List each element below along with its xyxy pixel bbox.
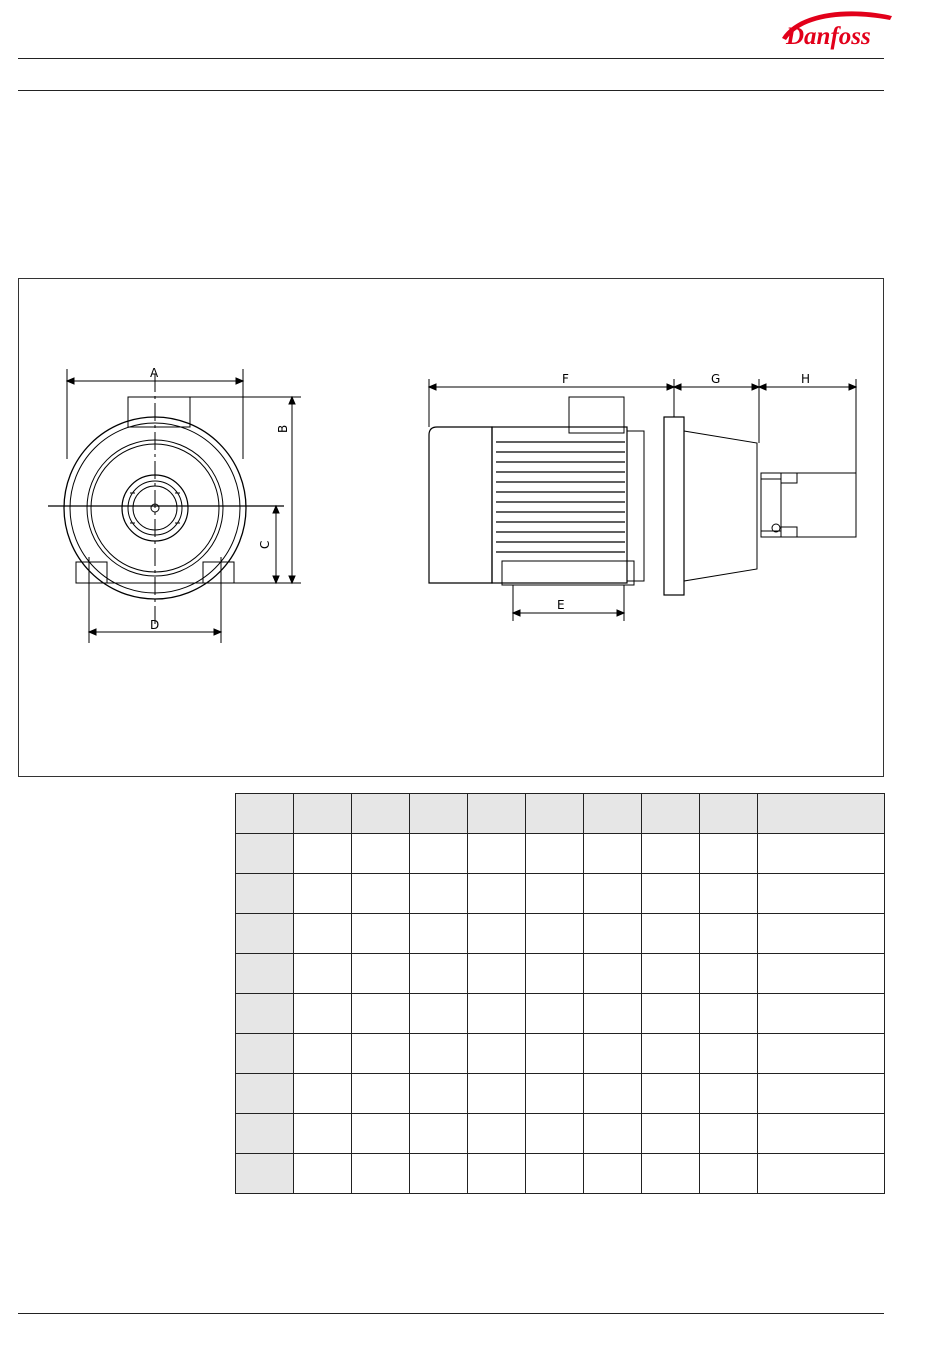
table-cell bbox=[294, 834, 352, 874]
table-cell bbox=[526, 874, 584, 914]
table-cell bbox=[642, 914, 700, 954]
table-cell bbox=[294, 1074, 352, 1114]
table-cell bbox=[642, 1154, 700, 1194]
table-cell bbox=[410, 1114, 468, 1154]
table-cell bbox=[410, 994, 468, 1034]
dim-label-d: D bbox=[150, 618, 160, 632]
dim-label-f: F bbox=[562, 372, 569, 386]
table-cell bbox=[526, 834, 584, 874]
table-cell bbox=[584, 794, 642, 834]
table-cell bbox=[410, 1034, 468, 1074]
table-cell bbox=[642, 794, 700, 834]
table-cell bbox=[410, 794, 468, 834]
danfoss-logo bbox=[778, 8, 896, 52]
table-cell bbox=[410, 954, 468, 994]
dim-label-a: A bbox=[150, 366, 159, 380]
table-cell bbox=[236, 874, 294, 914]
table-cell bbox=[700, 914, 758, 954]
table-cell bbox=[526, 1074, 584, 1114]
table-cell bbox=[758, 874, 885, 914]
table-cell bbox=[294, 794, 352, 834]
table-cell bbox=[700, 1034, 758, 1074]
table-cell bbox=[584, 1034, 642, 1074]
logo-wordmark: Danfoss bbox=[786, 23, 871, 50]
table-row bbox=[236, 1074, 885, 1114]
table-cell bbox=[410, 914, 468, 954]
table-cell bbox=[352, 994, 410, 1034]
table-cell bbox=[700, 1114, 758, 1154]
table-cell bbox=[468, 954, 526, 994]
table-cell bbox=[758, 834, 885, 874]
table-cell bbox=[758, 794, 885, 834]
table-cell bbox=[352, 1034, 410, 1074]
table-cell bbox=[758, 914, 885, 954]
table-cell bbox=[584, 1154, 642, 1194]
table-cell bbox=[468, 1034, 526, 1074]
front-view bbox=[48, 369, 301, 643]
table-cell bbox=[584, 834, 642, 874]
table-cell bbox=[352, 914, 410, 954]
table-cell bbox=[352, 1074, 410, 1114]
table-cell bbox=[468, 914, 526, 954]
table-row bbox=[236, 914, 885, 954]
table-cell bbox=[700, 994, 758, 1034]
table-row bbox=[236, 954, 885, 994]
table-cell bbox=[294, 1034, 352, 1074]
table-cell bbox=[468, 874, 526, 914]
dim-label-e: E bbox=[557, 598, 565, 612]
table-cell bbox=[352, 1154, 410, 1194]
table-cell bbox=[468, 794, 526, 834]
table-cell bbox=[410, 1154, 468, 1194]
header-rule-top bbox=[18, 58, 884, 59]
table-cell bbox=[700, 794, 758, 834]
drawing-frame bbox=[18, 278, 884, 777]
cooling-fins bbox=[496, 442, 625, 552]
table-cell bbox=[352, 834, 410, 874]
table-cell bbox=[410, 1074, 468, 1114]
table-cell bbox=[352, 954, 410, 994]
table-cell bbox=[526, 994, 584, 1034]
table-row bbox=[236, 1154, 885, 1194]
table-cell bbox=[642, 874, 700, 914]
table-cell bbox=[236, 954, 294, 994]
dim-label-h: H bbox=[801, 372, 811, 386]
table-cell bbox=[642, 1034, 700, 1074]
table-cell bbox=[700, 1154, 758, 1194]
table-cell bbox=[468, 1114, 526, 1154]
dim-label-c: C bbox=[258, 540, 272, 549]
table-cell bbox=[642, 834, 700, 874]
table-cell bbox=[758, 954, 885, 994]
header-rule-bottom bbox=[18, 90, 884, 91]
table-cell bbox=[526, 1034, 584, 1074]
side-view bbox=[429, 379, 856, 621]
dim-label-g: G bbox=[711, 372, 721, 386]
table-cell bbox=[236, 1114, 294, 1154]
dim-label-b: B bbox=[276, 424, 290, 433]
table-cell bbox=[526, 954, 584, 994]
table-cell bbox=[236, 1034, 294, 1074]
table-row bbox=[236, 834, 885, 874]
table-cell bbox=[758, 994, 885, 1034]
footer-rule bbox=[18, 1313, 884, 1314]
table-cell bbox=[410, 834, 468, 874]
table-cell bbox=[642, 1074, 700, 1114]
table-row bbox=[236, 1034, 885, 1074]
table-cell bbox=[468, 1074, 526, 1114]
table-cell bbox=[700, 1074, 758, 1114]
table-cell bbox=[236, 794, 294, 834]
table-cell bbox=[468, 834, 526, 874]
table-cell bbox=[294, 1154, 352, 1194]
table-cell bbox=[468, 1154, 526, 1194]
table-cell bbox=[758, 1034, 885, 1074]
dimension-drawing bbox=[19, 279, 885, 778]
table-cell bbox=[526, 914, 584, 954]
table-cell bbox=[642, 994, 700, 1034]
table-cell bbox=[758, 1114, 885, 1154]
table-cell bbox=[294, 914, 352, 954]
table-cell bbox=[294, 1114, 352, 1154]
table-cell bbox=[642, 1114, 700, 1154]
table-cell bbox=[526, 1114, 584, 1154]
table-cell bbox=[236, 834, 294, 874]
dimension-table bbox=[235, 793, 885, 1194]
table-cell bbox=[410, 874, 468, 914]
table-cell bbox=[526, 1154, 584, 1194]
table-cell bbox=[526, 794, 584, 834]
table-cell bbox=[468, 994, 526, 1034]
table-cell bbox=[352, 794, 410, 834]
table-cell bbox=[700, 954, 758, 994]
table-cell bbox=[700, 834, 758, 874]
table-cell bbox=[642, 954, 700, 994]
table-cell bbox=[584, 994, 642, 1034]
table-cell bbox=[584, 874, 642, 914]
table-cell bbox=[584, 914, 642, 954]
table-cell bbox=[584, 954, 642, 994]
table-row bbox=[236, 874, 885, 914]
table-cell bbox=[352, 1114, 410, 1154]
table-cell bbox=[236, 994, 294, 1034]
table-row bbox=[236, 1114, 885, 1154]
table-cell bbox=[236, 1154, 294, 1194]
table-cell bbox=[584, 1074, 642, 1114]
table-cell bbox=[294, 954, 352, 994]
table-cell bbox=[758, 1074, 885, 1114]
table-cell bbox=[700, 874, 758, 914]
table-cell bbox=[352, 874, 410, 914]
table-cell bbox=[294, 874, 352, 914]
table-cell bbox=[294, 994, 352, 1034]
table-header-row bbox=[236, 794, 885, 834]
table-row bbox=[236, 994, 885, 1034]
table-cell bbox=[236, 1074, 294, 1114]
table-cell bbox=[584, 1114, 642, 1154]
table-cell bbox=[236, 914, 294, 954]
table-cell bbox=[758, 1154, 885, 1194]
